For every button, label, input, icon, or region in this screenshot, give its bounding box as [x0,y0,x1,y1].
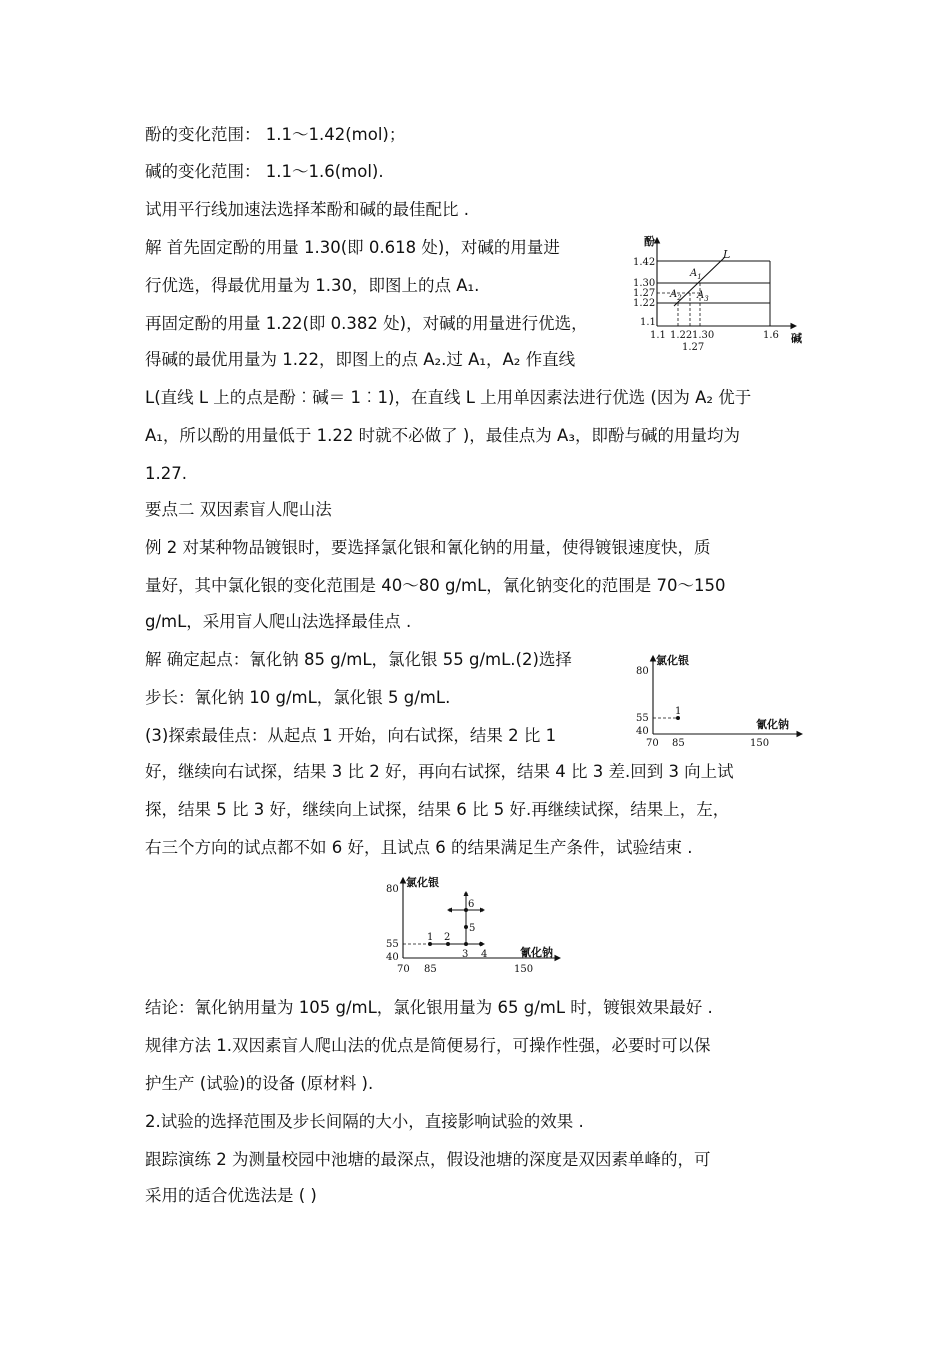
text-line: 量好，其中氯化银的变化范围是 40～80 g/mL，氰化钠变化的范围是 70～150 [145,576,726,595]
point-4 [479,942,483,946]
point-5-label: 5 [469,923,476,934]
text-line: 试用平行线加速法选择苯酚和碱的最佳配比 . [145,200,469,219]
text-line: 探，结果 5 比 3 好，继续向上试探，结果 6 比 5 好.再继续试探，结果上，左， [145,800,730,819]
point-1-label: 1 [427,932,434,943]
text-line: 1.27. [145,464,187,483]
y-tick-127: 1.27 [633,288,656,299]
text-line: 解 首先固定酚的用量 1.30(即 0.618 处)，对碱的用量进 [145,238,560,257]
point-a3: $A_3$ [697,290,709,303]
point-6-left [448,908,451,911]
figure-climb-path [380,870,566,976]
text-line: (3)探索最佳点：从起点 1 开始，向右试探，结果 2 比 1 [145,726,557,745]
point-a2: $A_2$ [670,289,682,302]
text-line: 结论：氰化钠用量为 105 g/mL，氯化银用量为 65 g/mL 时，镀银效果最好 . [145,998,713,1017]
text-line: 解 确定起点：氰化钠 85 g/mL，氯化银 55 g/mL.(2)选择 [145,650,572,669]
x-axis-title: 氰化钠 [520,946,553,959]
point-3-label: 3 [462,949,469,960]
text-line: 得碱的最优用量为 1.22，即图上的点 A₂.过 A₁，A₂ 作直线 [145,350,576,369]
text-line: L(直线 L 上的点是酚︰碱＝ 1︰1)，在直线 L 上用单因素法进行优选 (因为 A₂ 优于 [145,388,752,407]
y-tick-11: 1.1 [640,317,656,328]
point-6-right [480,908,483,911]
x-tick-16: 1.6 [763,330,779,341]
point-4-label: 4 [481,949,488,960]
text-line: 跟踪演练 2 为测量校园中池塘的最深点，假设池塘的深度是双因素单峰的，可 [145,1150,711,1169]
y-tick-55: 55 [386,939,399,950]
point-3 [464,942,468,946]
y-tick-80: 80 [636,666,649,677]
point-2-label: 2 [444,932,451,943]
x-tick-85: 85 [672,738,685,749]
text-line: g/mL，采用盲人爬山法选择最佳点 . [145,612,412,631]
y-tick-122: 1.22 [633,298,656,309]
line-L-label: L [723,248,731,261]
x-tick-130: 1.30 [692,330,715,341]
y-tick-40: 40 [636,726,649,737]
text-line: 护生产 (试验)的设备 (原材料 ). [145,1074,374,1093]
text-line: 碱的变化范围： 1.1～1.6(mol). [145,162,384,181]
figure-start-point [632,648,808,750]
text-line: 好，继续向右试探，结果 3 比 2 好，再向右试探，结果 4 比 3 差.回到 3 向上试 [145,762,734,781]
point-6-label: 6 [468,899,475,910]
x-axis-title: 碱 [791,332,802,345]
point-5 [464,925,468,929]
x-axis-title: 氰化钠 [756,718,789,731]
text-line: 右三个方向的试点都不如 6 好，且试点 6 的结果满足生产条件，试验结束 . [145,838,693,857]
x-tick-70: 70 [397,964,410,975]
x-tick-150: 150 [514,964,534,975]
text-line: 规律方法 1.双因素盲人爬山法的优点是简便易行，可操作性强，必要时可以保 [145,1036,711,1055]
point-1-label: 1 [675,706,682,717]
y-axis-title: 酚 [644,235,655,248]
x-tick-127: 1.27 [682,342,705,353]
point-6-up [464,892,467,895]
y-tick-40: 40 [386,952,399,963]
x-tick-150: 150 [750,738,770,749]
x-tick-70: 70 [646,738,659,749]
text-line: 例 2 对某种物品镀银时，要选择氯化银和氰化钠的用量，使得镀银速度快，质 [145,538,711,557]
y-tick-80: 80 [386,884,399,895]
text-line: 采用的适合优选法是 ( ) [145,1186,317,1205]
text-line: 酚的变化范围： 1.1～1.42(mol)； [145,125,406,144]
y-axis-title: 氯化银 [406,876,439,889]
text-line: 2.试验的选择范围及步长间隔的大小，直接影响试验的效果 . [145,1112,584,1131]
x-tick-11: 1.1 [650,330,666,341]
y-tick-142: 1.42 [633,257,656,268]
point-a1: $A_1$ [690,268,702,281]
y-axis-title: 氯化银 [656,654,689,667]
text-line: A₁，所以酚的用量低于 1.22 时就不必做了 )，最佳点为 A₃，即酚与碱的用量均为 [145,426,740,445]
section-heading: 要点二 双因素盲人爬山法 [145,500,332,519]
y-tick-55: 55 [636,713,649,724]
x-tick-122: 1.22 [670,330,693,341]
y-tick-130: 1.30 [633,278,656,289]
figure-phenol-base [628,230,810,356]
text-line: 再固定酚的用量 1.22(即 0.382 处)，对碱的用量进行优选， [145,314,588,333]
x-tick-85: 85 [424,964,437,975]
text-line: 步长：氰化钠 10 g/mL，氯化银 5 g/mL. [145,688,451,707]
text-line: 行优选，得最优用量为 1.30，即图上的点 A₁. [145,276,480,295]
